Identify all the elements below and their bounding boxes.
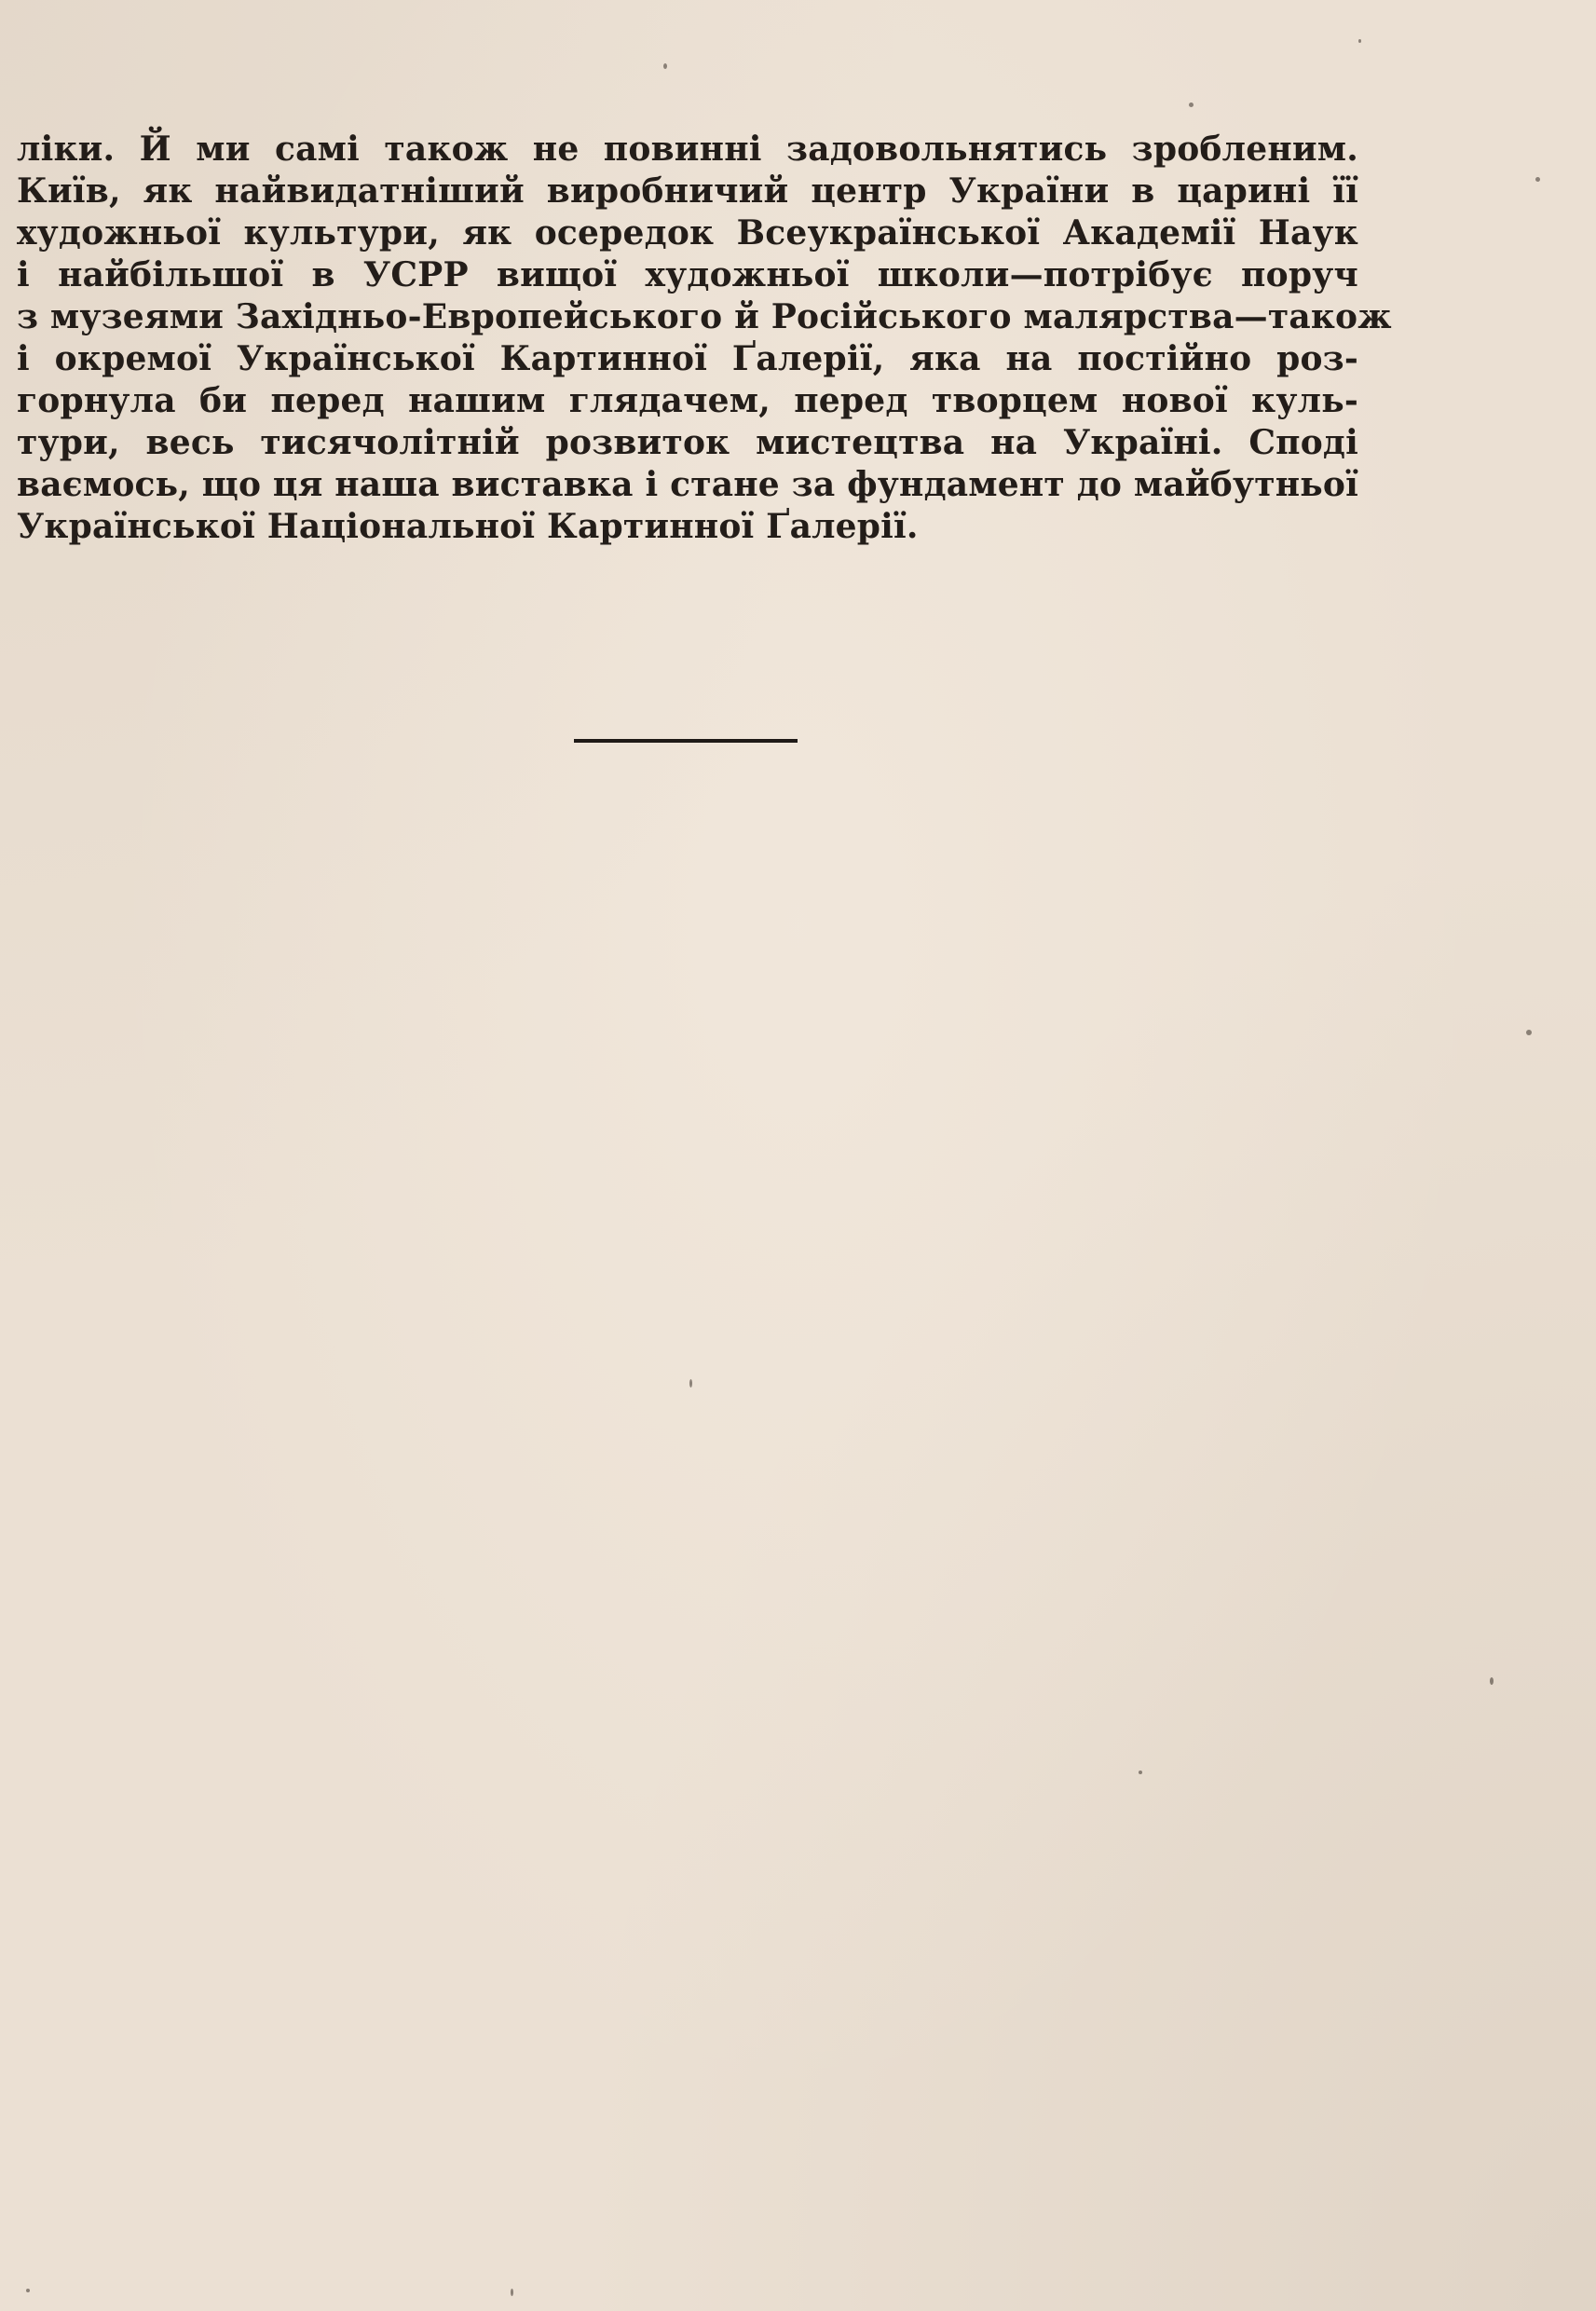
text-line-6: і окремої Української Картинної Ґалерії, яка на постійно роз- [17,339,1358,378]
text-line-1: ліки. Й ми самі також не повинні задовольнятись зробленим. [17,130,1358,169]
text-line-7: горнула би перед нашим глядачем, перед творцем нової куль- [17,381,1358,420]
paper-speck [1189,103,1194,107]
text-line-4: і найбільшої в УСРР вищої художньої школи—потрібує поруч [17,255,1358,294]
paper-speck [689,1379,692,1388]
text-line-5: з музеями Західньо-Европейського й Російського малярства—також [17,297,1392,336]
text-line-3: художньої культури, як осередок Всеукраїнської Академії Наук [17,213,1358,253]
body-text [17,129,1392,548]
paper-speck [1490,1677,1494,1685]
paper-speck [26,2289,30,2292]
text-line-10: Української Національної Картинної Ґалерії. [17,507,919,546]
paper-speck [1358,39,1361,43]
paper-speck [1526,1030,1532,1035]
paper-speck [1535,177,1540,182]
text-line-9: ваємось, що ця наша виставка і стане за фундамент до майбутньої [17,465,1358,504]
paper-speck [663,63,667,69]
text-line-8: тури, весь тисячолітній розвиток мистецтва на Україні. Споді [17,423,1358,462]
paper-speck [511,2289,513,2296]
paper-speck [1139,1771,1142,1774]
section-divider [574,739,798,743]
text-line-2: Київ, як найвидатніший виробничий центр України в царині її [17,171,1358,211]
